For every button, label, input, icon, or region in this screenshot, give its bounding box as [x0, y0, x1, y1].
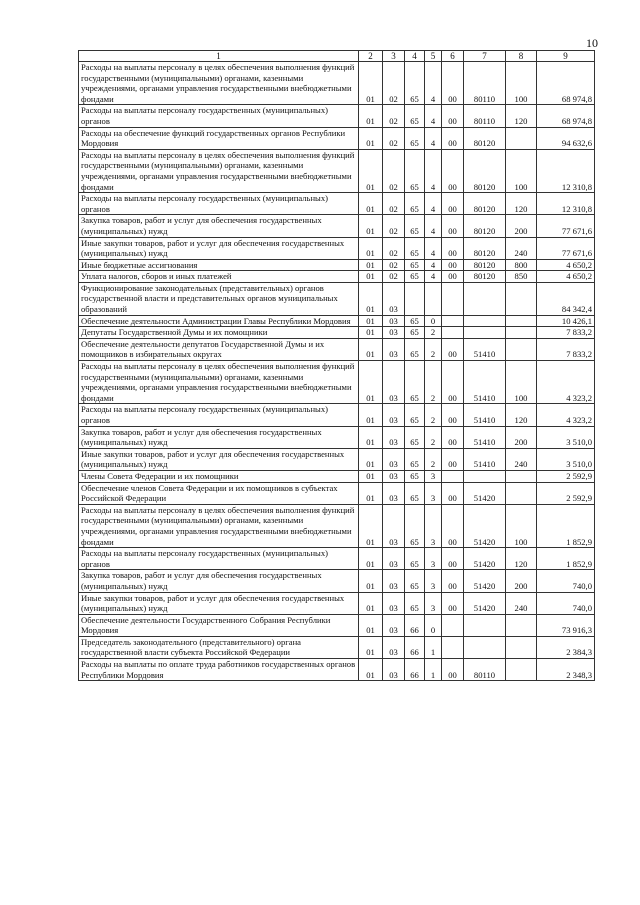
subprogram-code: 4: [425, 193, 442, 215]
table-header-row: [79, 51, 595, 62]
direction-code: 00: [442, 448, 464, 470]
subprogram-code: 4: [425, 105, 442, 127]
table-row: [79, 548, 595, 570]
section-code: 01: [359, 149, 383, 192]
subsection-code: 03: [383, 548, 405, 570]
subprogram-code: 4: [425, 237, 442, 259]
expense-code: 51420: [464, 548, 506, 570]
subsection-code: 03: [383, 659, 405, 681]
row-name: Расходы на обеспечение функций государственных органов Республики Мордовия: [79, 127, 359, 149]
subsection-code: 02: [383, 271, 405, 283]
direction-code: [442, 327, 464, 339]
expense-code: 80120: [464, 259, 506, 271]
table-row: [79, 426, 595, 448]
row-name: Расходы на выплаты персоналу государственных (муниципальных) органов: [79, 548, 359, 570]
row-name: Расходы на выплаты персоналу в целях обеспечения выполнения функций государственными (муниципальными) органами, казенными учреждениями, органами управления государственными внебюджетными фондами: [79, 504, 359, 547]
expense-code: [464, 315, 506, 327]
table-row: [79, 659, 595, 681]
type-code: [506, 327, 537, 339]
section-code: 01: [359, 215, 383, 237]
program-code: 65: [405, 271, 425, 283]
expense-code: [464, 282, 506, 315]
amount: 84 342,4: [537, 282, 595, 315]
column-header: 8: [506, 51, 537, 62]
section-code: 01: [359, 315, 383, 327]
direction-code: 00: [442, 237, 464, 259]
amount: 740,0: [537, 570, 595, 592]
section-code: 01: [359, 327, 383, 339]
section-code: 01: [359, 482, 383, 504]
amount: 7 833,2: [537, 338, 595, 360]
direction-code: 00: [442, 570, 464, 592]
type-code: 200: [506, 426, 537, 448]
subsection-code: 03: [383, 448, 405, 470]
row-name: Расходы на выплаты персоналу в целях обеспечения выполнения функций государственными (муниципальными) органами, казенными учреждениями, органами управления государственными внебюджетными фондами: [79, 149, 359, 192]
row-name: Обеспечение деятельности Государственного Собрания Республики Мордовия: [79, 614, 359, 636]
amount: 2 592,9: [537, 470, 595, 482]
expense-code: [464, 614, 506, 636]
amount: 2 384,3: [537, 636, 595, 658]
row-name: Уплата налогов, сборов и иных платежей: [79, 271, 359, 283]
program-code: 65: [405, 237, 425, 259]
table-row: [79, 149, 595, 192]
expense-code: 80110: [464, 659, 506, 681]
amount: 94 632,6: [537, 127, 595, 149]
row-name: Иные закупки товаров, работ и услуг для обеспечения государственных (муниципальных) нужд: [79, 237, 359, 259]
program-code: 65: [405, 259, 425, 271]
direction-code: 00: [442, 105, 464, 127]
row-name: Расходы на выплаты персоналу государственных (муниципальных) органов: [79, 404, 359, 426]
subprogram-code: 2: [425, 404, 442, 426]
type-code: [506, 614, 537, 636]
amount: 10 426,1: [537, 315, 595, 327]
subsection-code: 02: [383, 215, 405, 237]
direction-code: 00: [442, 659, 464, 681]
table-row: [79, 338, 595, 360]
section-code: 01: [359, 570, 383, 592]
section-code: 01: [359, 592, 383, 614]
type-code: 240: [506, 592, 537, 614]
direction-code: 00: [442, 259, 464, 271]
subprogram-code: 2: [425, 338, 442, 360]
expense-code: 51410: [464, 361, 506, 404]
amount: 4 650,2: [537, 259, 595, 271]
program-code: 65: [405, 361, 425, 404]
subprogram-code: 3: [425, 548, 442, 570]
program-code: 65: [405, 193, 425, 215]
section-code: 01: [359, 659, 383, 681]
amount: 68 974,8: [537, 62, 595, 105]
table-row: [79, 215, 595, 237]
amount: 4 323,2: [537, 361, 595, 404]
section-code: 01: [359, 470, 383, 482]
subprogram-code: 2: [425, 448, 442, 470]
subsection-code: 03: [383, 636, 405, 658]
program-code: 65: [405, 127, 425, 149]
amount: 2 592,9: [537, 482, 595, 504]
type-code: 120: [506, 105, 537, 127]
amount: 740,0: [537, 592, 595, 614]
table-row: [79, 282, 595, 315]
expense-code: 51420: [464, 504, 506, 547]
amount: 77 671,6: [537, 215, 595, 237]
direction-code: 00: [442, 215, 464, 237]
section-code: 01: [359, 426, 383, 448]
column-header: 9: [537, 51, 595, 62]
program-code: 66: [405, 614, 425, 636]
column-header: 4: [405, 51, 425, 62]
type-code: 200: [506, 570, 537, 592]
direction-code: [442, 636, 464, 658]
subprogram-code: 4: [425, 271, 442, 283]
table-row: [79, 259, 595, 271]
program-code: 65: [405, 404, 425, 426]
expense-code: 51410: [464, 448, 506, 470]
subsection-code: 03: [383, 592, 405, 614]
row-name: Расходы на выплаты персоналу государственных (муниципальных) органов: [79, 105, 359, 127]
section-code: 01: [359, 614, 383, 636]
program-code: 65: [405, 62, 425, 105]
expense-code: 80120: [464, 215, 506, 237]
row-name: Иные закупки товаров, работ и услуг для обеспечения государственных (муниципальных) нужд: [79, 448, 359, 470]
subsection-code: 02: [383, 127, 405, 149]
section-code: 01: [359, 504, 383, 547]
direction-code: 00: [442, 127, 464, 149]
type-code: 120: [506, 548, 537, 570]
type-code: [506, 659, 537, 681]
row-name: Расходы на выплаты по оплате труда работников государственных органов Республики Мордовия: [79, 659, 359, 681]
subsection-code: 03: [383, 504, 405, 547]
program-code: 65: [405, 105, 425, 127]
expense-code: [464, 470, 506, 482]
expense-code: 80120: [464, 271, 506, 283]
row-name: Депутаты Государственной Думы и их помощники: [79, 327, 359, 339]
type-code: 100: [506, 504, 537, 547]
expense-code: 80110: [464, 105, 506, 127]
program-code: 65: [405, 215, 425, 237]
table-row: [79, 361, 595, 404]
expense-code: 80120: [464, 149, 506, 192]
direction-code: 00: [442, 149, 464, 192]
amount: 4 650,2: [537, 271, 595, 283]
row-name: Закупка товаров, работ и услуг для обеспечения государственных (муниципальных) нужд: [79, 570, 359, 592]
direction-code: 00: [442, 271, 464, 283]
program-code: 65: [405, 548, 425, 570]
row-name: Закупка товаров, работ и услуг для обеспечения государственных (муниципальных) нужд: [79, 426, 359, 448]
subprogram-code: 2: [425, 426, 442, 448]
direction-code: 00: [442, 361, 464, 404]
table-row: [79, 570, 595, 592]
direction-code: [442, 470, 464, 482]
amount: 3 510,0: [537, 448, 595, 470]
section-code: 01: [359, 271, 383, 283]
row-name: Члены Совета Федерации и их помощники: [79, 470, 359, 482]
page-number: 10: [586, 36, 598, 50]
row-name: Обеспечение деятельности Администрации Главы Республики Мордовия: [79, 315, 359, 327]
direction-code: [442, 614, 464, 636]
subprogram-code: 3: [425, 482, 442, 504]
amount: 68 974,8: [537, 105, 595, 127]
program-code: 65: [405, 592, 425, 614]
section-code: 01: [359, 237, 383, 259]
expense-code: [464, 327, 506, 339]
direction-code: 00: [442, 338, 464, 360]
subprogram-code: 0: [425, 315, 442, 327]
table-row: [79, 636, 595, 658]
column-header: 3: [383, 51, 405, 62]
table-row: [79, 105, 595, 127]
table-body: [79, 62, 595, 681]
section-code: 01: [359, 127, 383, 149]
column-header: 6: [442, 51, 464, 62]
direction-code: [442, 282, 464, 315]
subprogram-code: 3: [425, 470, 442, 482]
expense-code: 51410: [464, 404, 506, 426]
section-code: 01: [359, 282, 383, 315]
subprogram-code: 4: [425, 215, 442, 237]
subsection-code: 03: [383, 470, 405, 482]
budget-table: [78, 50, 595, 681]
amount: 7 833,2: [537, 327, 595, 339]
expense-code: 51420: [464, 482, 506, 504]
subsection-code: 03: [383, 282, 405, 315]
direction-code: 00: [442, 482, 464, 504]
direction-code: [442, 315, 464, 327]
subprogram-code: 0: [425, 614, 442, 636]
table-row: [79, 404, 595, 426]
type-code: 100: [506, 62, 537, 105]
program-code: 65: [405, 470, 425, 482]
program-code: 65: [405, 448, 425, 470]
direction-code: 00: [442, 193, 464, 215]
subsection-code: 03: [383, 361, 405, 404]
subprogram-code: 3: [425, 504, 442, 547]
subsection-code: 02: [383, 105, 405, 127]
section-code: 01: [359, 404, 383, 426]
subsection-code: 03: [383, 570, 405, 592]
subsection-code: 03: [383, 482, 405, 504]
subprogram-code: 4: [425, 149, 442, 192]
subsection-code: 02: [383, 237, 405, 259]
program-code: [405, 282, 425, 315]
table-row: [79, 504, 595, 547]
expense-code: 80120: [464, 193, 506, 215]
subsection-code: 03: [383, 338, 405, 360]
type-code: [506, 470, 537, 482]
row-name: Расходы на выплаты персоналу в целях обеспечения выполнения функций государственными (муниципальными) органами, казенными учреждениями, органами управления государственными внебюджетными фондами: [79, 361, 359, 404]
row-name: Функционирование законодательных (представительных) органов государственной власти и представительных органов муниципальных образований: [79, 282, 359, 315]
program-code: 65: [405, 327, 425, 339]
subprogram-code: 2: [425, 361, 442, 404]
program-code: 65: [405, 315, 425, 327]
direction-code: 00: [442, 592, 464, 614]
program-code: 66: [405, 636, 425, 658]
subprogram-code: 3: [425, 570, 442, 592]
section-code: 01: [359, 259, 383, 271]
section-code: 01: [359, 448, 383, 470]
program-code: 65: [405, 426, 425, 448]
subsection-code: 03: [383, 315, 405, 327]
row-name: Иные бюджетные ассигнования: [79, 259, 359, 271]
column-header: 7: [464, 51, 506, 62]
direction-code: 00: [442, 62, 464, 105]
amount: 2 348,3: [537, 659, 595, 681]
direction-code: 00: [442, 504, 464, 547]
subprogram-code: 1: [425, 659, 442, 681]
amount: 12 310,8: [537, 149, 595, 192]
subsection-code: 03: [383, 426, 405, 448]
table-row: [79, 315, 595, 327]
table-row: [79, 482, 595, 504]
type-code: 200: [506, 215, 537, 237]
table-row: [79, 327, 595, 339]
row-name: Расходы на выплаты персоналу в целях обеспечения выполнения функций государственными (муниципальными) органами, казенными учреждениями, органами управления государственными внебюджетными фондами: [79, 62, 359, 105]
program-code: 65: [405, 338, 425, 360]
type-code: 120: [506, 404, 537, 426]
subsection-code: 02: [383, 259, 405, 271]
row-name: Иные закупки товаров, работ и услуг для обеспечения государственных (муниципальных) нужд: [79, 592, 359, 614]
column-header: 2: [359, 51, 383, 62]
table-row: [79, 592, 595, 614]
subsection-code: 02: [383, 149, 405, 192]
amount: 1 852,9: [537, 548, 595, 570]
subsection-code: 02: [383, 193, 405, 215]
section-code: 01: [359, 105, 383, 127]
expense-code: 51420: [464, 592, 506, 614]
subprogram-code: [425, 282, 442, 315]
type-code: [506, 636, 537, 658]
section-code: 01: [359, 62, 383, 105]
section-code: 01: [359, 548, 383, 570]
program-code: 66: [405, 659, 425, 681]
section-code: 01: [359, 636, 383, 658]
row-name: Расходы на выплаты персоналу государственных (муниципальных) органов: [79, 193, 359, 215]
table-row: [79, 271, 595, 283]
table-row: [79, 614, 595, 636]
type-code: [506, 482, 537, 504]
subprogram-code: 1: [425, 636, 442, 658]
row-name: Председатель законодательного (представительного) органа государственной власти субъекта Российской Федерации: [79, 636, 359, 658]
subprogram-code: 4: [425, 127, 442, 149]
column-header: 1: [79, 51, 359, 62]
section-code: 01: [359, 338, 383, 360]
table-row: [79, 193, 595, 215]
amount: 3 510,0: [537, 426, 595, 448]
subprogram-code: 2: [425, 327, 442, 339]
table-row: [79, 127, 595, 149]
amount: 1 852,9: [537, 504, 595, 547]
type-code: [506, 315, 537, 327]
type-code: 800: [506, 259, 537, 271]
subsection-code: 02: [383, 62, 405, 105]
table-row: [79, 237, 595, 259]
expense-code: 80110: [464, 62, 506, 105]
direction-code: 00: [442, 426, 464, 448]
table-row: [79, 62, 595, 105]
expense-code: 51410: [464, 426, 506, 448]
direction-code: 00: [442, 548, 464, 570]
amount: 77 671,6: [537, 237, 595, 259]
amount: 4 323,2: [537, 404, 595, 426]
subprogram-code: 3: [425, 592, 442, 614]
type-code: 100: [506, 361, 537, 404]
row-name: Обеспечение деятельности депутатов Государственной Думы и их помощников в избирательных округах: [79, 338, 359, 360]
type-code: 240: [506, 448, 537, 470]
type-code: [506, 127, 537, 149]
table-row: [79, 448, 595, 470]
expense-code: 51420: [464, 570, 506, 592]
type-code: 120: [506, 193, 537, 215]
table-row: [79, 470, 595, 482]
expense-code: [464, 636, 506, 658]
subsection-code: 03: [383, 404, 405, 426]
section-code: 01: [359, 193, 383, 215]
subsection-code: 03: [383, 614, 405, 636]
amount: 12 310,8: [537, 193, 595, 215]
subprogram-code: 4: [425, 62, 442, 105]
direction-code: 00: [442, 404, 464, 426]
type-code: 850: [506, 271, 537, 283]
row-name: Обеспечение членов Совета Федерации и их помощников в субъектах Российской Федерации: [79, 482, 359, 504]
amount: 73 916,3: [537, 614, 595, 636]
program-code: 65: [405, 570, 425, 592]
program-code: 65: [405, 149, 425, 192]
subprogram-code: 4: [425, 259, 442, 271]
program-code: 65: [405, 482, 425, 504]
type-code: 240: [506, 237, 537, 259]
column-header: 5: [425, 51, 442, 62]
section-code: 01: [359, 361, 383, 404]
type-code: 100: [506, 149, 537, 192]
type-code: [506, 282, 537, 315]
type-code: [506, 338, 537, 360]
expense-code: 80120: [464, 127, 506, 149]
row-name: Закупка товаров, работ и услуг для обеспечения государственных (муниципальных) нужд: [79, 215, 359, 237]
subsection-code: 03: [383, 327, 405, 339]
program-code: 65: [405, 504, 425, 547]
expense-code: 80120: [464, 237, 506, 259]
expense-code: 51410: [464, 338, 506, 360]
